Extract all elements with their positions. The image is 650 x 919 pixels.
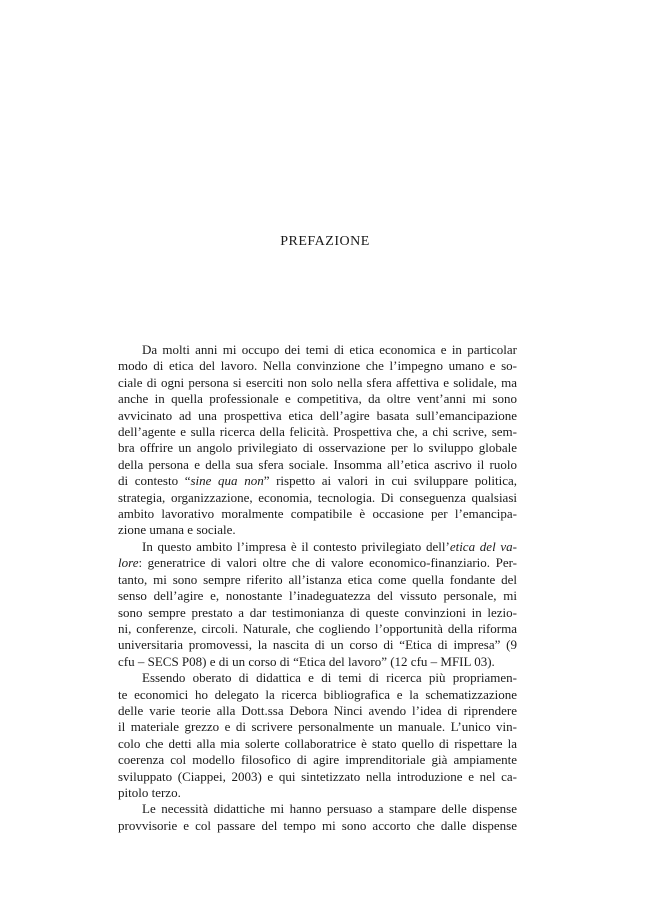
text-line [118,473,517,489]
text-line [118,375,517,391]
paragraph [118,342,517,539]
text-run: dell’agente e sulla ricerca della felicità. Prospettiva che, a chi scrive, sem- [118,424,517,440]
text-line [118,408,517,424]
text-run: tanto, mi sono sempre riferito all’istanza etica come quella fondante del [118,571,517,587]
page-title: PREFAZIONE [280,234,370,249]
text-run: sviluppato (Ciappei, 2003) e qui sintetizzato nella introduzione e nel ca- [118,768,517,784]
text-line [118,342,517,358]
text-run: ciale di ogni persona si eserciti non solo nella sfera affettiva e solidale, ma [118,374,517,390]
text-run: ambito lavorativo moralmente compatibile è occasione per l’emancipa- [118,506,517,522]
text-line [118,522,517,538]
text-run: : generatrice di valori oltre che di valore economico-finanziario. Per- [138,555,517,571]
text-line [118,719,517,735]
text-run: zione umana e sociale. [118,522,236,538]
text-line [118,752,517,768]
text-run: ni, conferenze, circoli. Naturale, che cogliendo l’opportunità della riforma [118,620,517,636]
text-line [118,440,517,456]
text-run: anche in quella professionale e competitiva, da oltre vent’anni mi sono [118,391,517,407]
text-line [118,818,517,834]
text-line [118,621,517,637]
text-line [118,572,517,588]
text-line [118,703,517,719]
paragraph [118,670,517,801]
text-run: Da molti anni mi occupo dei temi di etica economica e in particolar [142,342,517,357]
text-line [118,769,517,785]
text-line [118,539,517,555]
text-run: della persona e della sua sfera sociale. Insomma all’etica ascrivo il ruolo [118,456,517,472]
text-line [118,736,517,752]
text-run: il materiale grezzo e di scrivere personalmente un manuale. L’unico vin- [118,719,517,735]
text-run: ” rispetto ai valori in cui sviluppare politica, [263,473,517,489]
text-line [118,555,517,571]
text-line [118,358,517,374]
italic-text: sine qua non [190,473,264,489]
text-run: bra offrire un angolo privilegiato di osservazione per lo sviluppo globale [118,440,517,456]
paragraph [118,801,517,834]
text-run: delle varie teorie alla Dott.ssa Debora Ninci avendo l’idea di riprendere [118,702,517,718]
text-run: Essendo oberato di didattica e di temi di ricerca più propriamen- [142,670,517,686]
text-line [118,588,517,604]
text-line [118,506,517,522]
text-line [118,785,517,801]
text-run: In questo ambito l’impresa è il contesto privilegiato dell’ [142,538,450,554]
paragraph [118,539,517,670]
text-line [118,654,517,670]
italic-text: etica del va- [449,538,517,554]
text-line [118,391,517,407]
italic-text: lore [118,555,139,571]
text-run: di contesto “ [118,473,191,489]
text-run: coerenza col modello filosofico di agire imprenditoriale già ampiamente [118,752,517,768]
text-line [118,490,517,506]
text-run: cfu – SECS P08) e di un corso di “Etica del lavoro” (12 cfu – MFIL 03). [118,653,495,669]
text-run: modo di etica del lavoro. Nella convinzione che l’impegno umano e so- [118,358,517,374]
text-line [118,457,517,473]
text-line [118,605,517,621]
text-line [118,637,517,653]
text-line [118,687,517,703]
text-run: pitolo terzo. [118,784,181,800]
text-run: strategia, organizzazione, economia, tecnologia. Di conseguenza qualsiasi [118,489,517,505]
text-run: Le necessità didattiche mi hanno persuaso a stampare delle dispense [142,801,517,817]
text-run: avvicinato ad una prospettiva etica dell’agire basata sull’emancipazione [118,407,517,423]
text-run: provvisorie e col passare del tempo mi sono accorto che dalle dispense [118,817,517,833]
body-text [118,342,517,834]
text-run: colo che detti alla mia solerte collaboratrice è stato quello di rispettare la [118,735,517,751]
text-run: senso dell’agire e, nonostante l’inadeguatezza del vissuto personale, mi [118,588,517,604]
text-run: sono sempre prestato a dar testimonianza di queste convinzioni in lezio- [118,604,517,620]
text-run: te economici ho delegato la ricerca bibliografica e la schematizzazione [118,686,517,702]
text-line [118,670,517,686]
text-line [118,801,517,817]
text-line [118,424,517,440]
text-run: universitaria promovessi, la nascita di un corso di “Etica di impresa” (9 [118,637,517,653]
